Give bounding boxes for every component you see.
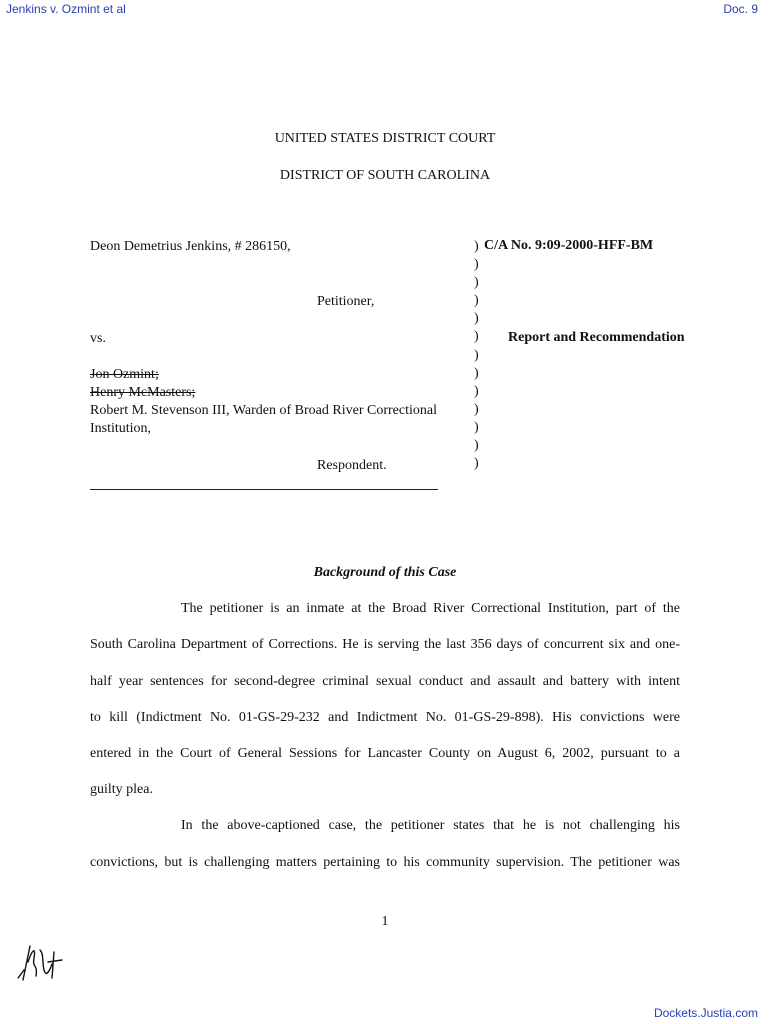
body-line: The petitioner is an inmate at the Broad River Correctional Institution, part of the xyxy=(181,601,680,616)
judge-initials-signature xyxy=(14,940,66,984)
docket-title-link[interactable]: Jenkins v. Ozmint et al xyxy=(6,2,126,16)
body-line: South Carolina Department of Corrections. He is serving the last 356 days of concurrent six and one- xyxy=(90,637,680,652)
caption-divider xyxy=(90,489,438,490)
case-number: C/A No. 9:09-2000-HFF-BM xyxy=(484,238,654,253)
court-name: UNITED STATES DISTRICT COURT xyxy=(274,131,496,146)
page-number: 1 xyxy=(381,914,389,929)
caption-parenthesis-column: ) ) ) ) ) ) ) ) ) ) ) ) ) xyxy=(474,239,479,472)
petitioner-name: Deon Demetrius Jenkins, # 286150, xyxy=(90,239,291,254)
body-line: entered in the Court of General Sessions for Lancaster County on August 6, 2002, pursuant to a xyxy=(90,746,680,761)
body-line: half year sentences for second-degree criminal sexual conduct and assault and battery with intent xyxy=(90,674,680,689)
petitioner-label: Petitioner, xyxy=(317,294,375,309)
struck-respondent-2: Henry McMasters; xyxy=(90,385,196,400)
body-line: convictions, but is challenging matters pertaining to his community supervision. The petitioner was xyxy=(90,855,680,870)
body-line: In the above-captioned case, the petitioner states that he is not challenging his xyxy=(181,818,680,833)
court-district: DISTRICT OF SOUTH CAROLINA xyxy=(279,168,491,183)
versus-label: vs. xyxy=(90,331,106,346)
dockets-justia-link[interactable]: Dockets.Justia.com xyxy=(653,1006,758,1020)
respondent-name-line-1: Robert M. Stevenson III, Warden of Broad River Correctional xyxy=(90,403,437,418)
respondent-name-line-2: Institution, xyxy=(90,421,152,436)
document-title: Report and Recommendation xyxy=(508,330,685,345)
section-heading: Background of this Case xyxy=(313,565,457,580)
struck-respondent-1: Jon Ozmint; xyxy=(90,367,159,382)
body-line: to kill (Indictment No. 01-GS-29-232 and Indictment No. 01-GS-29-898). His convictions were xyxy=(90,710,680,725)
document-number-link[interactable]: Doc. 9 xyxy=(723,2,758,16)
body-line: guilty plea. xyxy=(90,782,153,797)
respondent-label: Respondent. xyxy=(317,458,387,473)
